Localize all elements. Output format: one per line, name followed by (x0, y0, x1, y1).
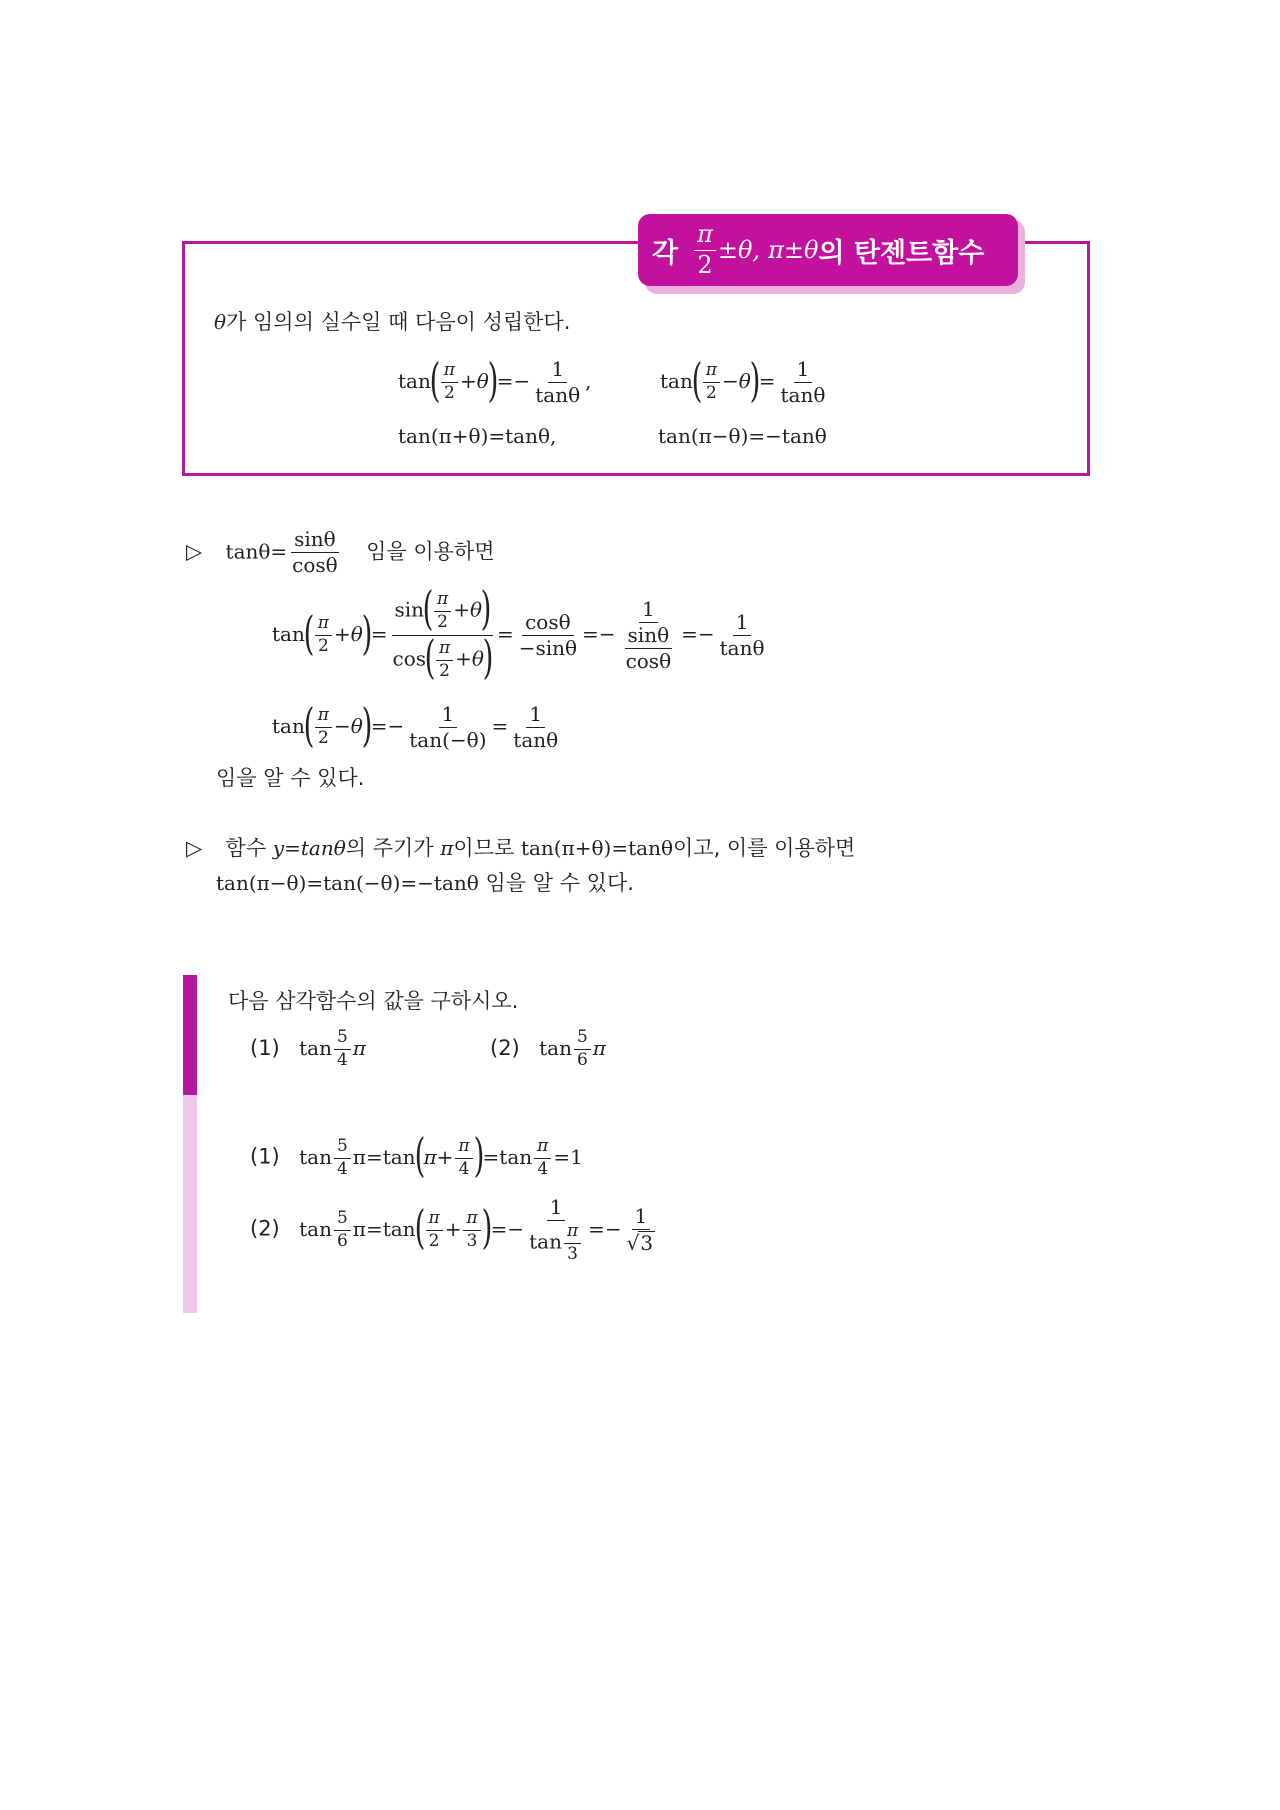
title-pm-theta: ±θ, (717, 236, 761, 264)
box-intro: θ가 임의의 실수일 때 다음이 성립한다. (214, 310, 571, 334)
formula-tan-pi-minus: tan(π−θ)=−tanθ (658, 424, 827, 448)
title-pi-over-2: $\frac{\pi}{2}$ (694, 221, 716, 279)
note1-conclusion: 임을 알 수 있다. (216, 766, 365, 790)
sqrt-icon: √ (626, 1231, 640, 1256)
title-pi-pm-theta: π±θ (768, 236, 819, 264)
example-bar-question (183, 975, 197, 1095)
example-question: 다음 삼각함수의 값을 구하시오. (228, 989, 519, 1013)
title-prefix: 각 (652, 237, 679, 269)
example-q1: (1) tan $\frac{5}{4}$ π (250, 1027, 366, 1070)
example-a2: (2) tan $\frac{5}{6}$ π=tan( $\frac{\pi}{2}$ + $\frac{\pi}{3}$ )=− 1 tan $\frac{\pi}{3}$ =− $\frac{1}{√3}$ (250, 1195, 654, 1264)
example-bar-answer (183, 1095, 197, 1313)
note1-intro: ▷ tanθ= $\frac{\sin\theta}{\cos\theta}$ 임을 이용하면 (186, 527, 495, 577)
triangle-marker-icon: ▷ (186, 539, 203, 564)
formula-tan-pi-plus: tan(π+θ)=tanθ, (398, 424, 557, 448)
note2-line2: tan(π−θ)=tan(−θ)=−tanθ 임을 알 수 있다. (216, 871, 634, 895)
note2-line1: ▷ 함수 y=tanθ의 주기가 π이므로 tan(π+θ)=tanθ이고, 이를 이용하면 (186, 836, 856, 860)
title-suffix: 의 탄젠트함수 (818, 237, 985, 269)
example-a1: (1) tan $\frac{5}{4}$ π=tan(π+ $\frac{\pi}{4}$ )=tan $\frac{\pi}{4}$ =1 (250, 1128, 583, 1182)
derivation-2: tan( $\frac{\pi}{2}$ −θ)=− $\frac{1}{\tan(-\theta)}$ = $\frac{1}{\tan\theta}$ (272, 697, 559, 752)
formula-tan-pi2-minus: tan( $\frac{\pi}{2}$ −θ)= $\frac{1}{\tan\theta}$ (660, 352, 826, 407)
section-title (638, 214, 1018, 286)
example-q2: (2) tan $\frac{5}{6}$ π (490, 1027, 606, 1070)
derivation-1: tan( $\frac{\pi}{2}$ +θ)= sin( $\frac{\pi}{2}$ +θ) cos( $\frac{\pi}{2}$ +θ) = $\frac{\cos\theta}{-\sin\theta}$ =− $\frac{1}{\frac{\sin\theta}{\cos\theta}}$ =− $\frac{1}{\tan\theta}$ (272, 581, 765, 684)
triangle-marker-icon: ▷ (186, 836, 203, 860)
formula-tan-pi2-plus: tan( $\frac{\pi}{2}$ +θ)=− $\frac{1}{\tan\theta}$ , (398, 352, 592, 407)
